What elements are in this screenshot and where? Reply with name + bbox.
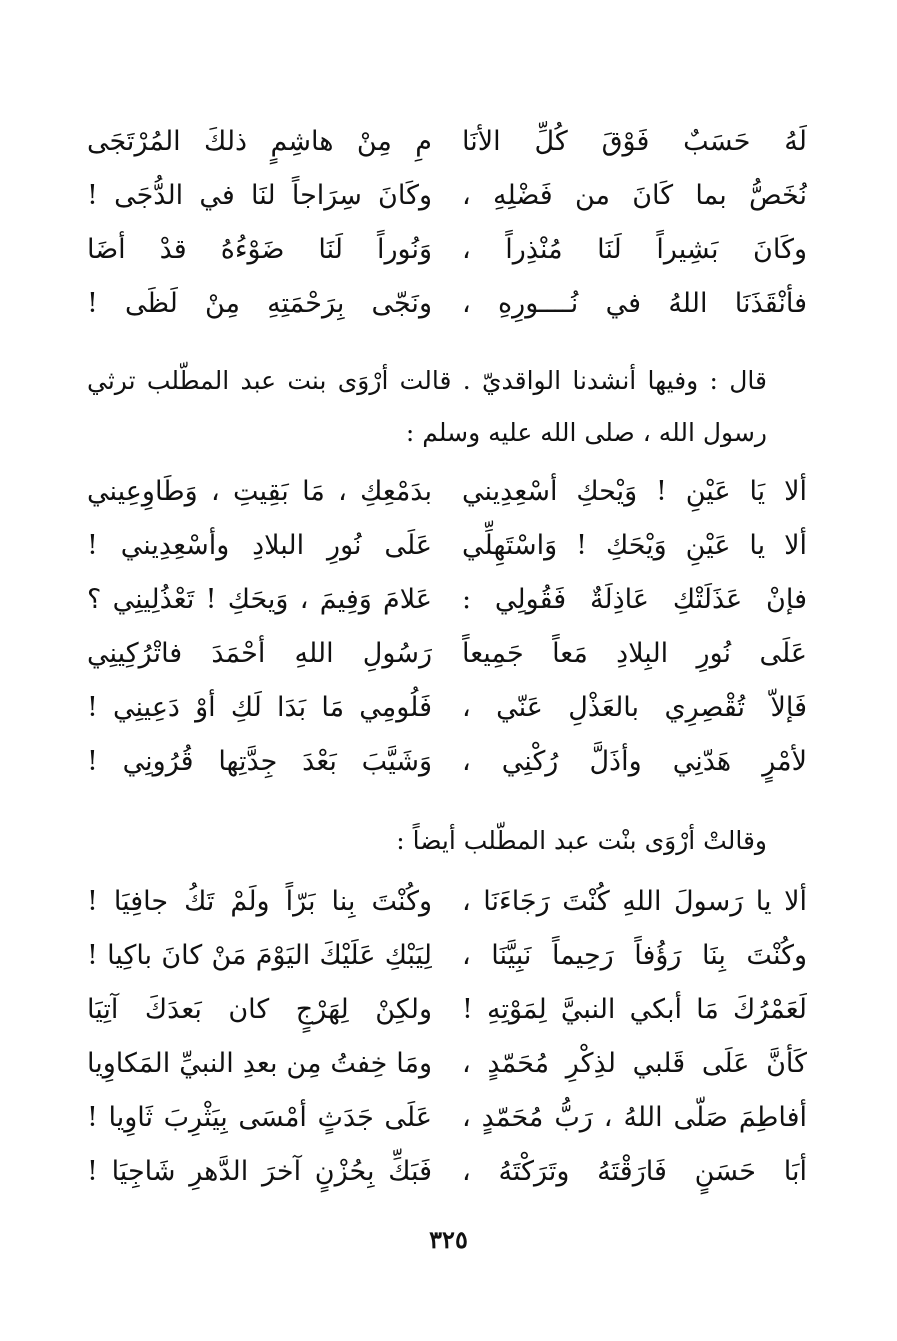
verse <box>87 115 807 169</box>
verse-second-hemistich: بدَمْعِكِ ، مَا بَقِيتِ ، وَطَاوِعِيني <box>87 476 432 507</box>
verse-second-hemistich: وكَانَ سِرَاجاً لنَا في الدُّجَى ! <box>87 180 432 211</box>
poem-stanza-2 <box>87 465 807 789</box>
poem-stanza-1 <box>87 115 807 331</box>
verse-second-hemistich: عَلامَ وَفِيمَ ، وَيحَكِ ! تَعْذُلِينِي ؟ <box>87 584 432 615</box>
verse-first-hemistich: وكُنْتَ بِنَا رَؤُفاً رَحِيماً نَبِيَّنَا ، <box>462 940 807 971</box>
verse-first-hemistich: ألا يا رَسولَ اللهِ كُنْتَ رَجَاءَنَا ، <box>462 886 807 917</box>
verse-first-hemistich: كَأنَّ عَلَى قَلبي لذِكْرِ مُحَمّدٍ ، <box>462 1048 807 1079</box>
verse-second-hemistich: مِ مِنْ هاشِمٍ ذلكَ المُرْتَجَى <box>87 126 432 157</box>
verse <box>87 983 807 1037</box>
verse-first-hemistich: لَهُ حَسَبٌ فَوْقَ كُلِّ الأنَا <box>462 126 807 157</box>
verse-second-hemistich: عَلَى نُورِ البلادِ وأسْعِدِيني ! <box>87 530 432 561</box>
verse-first-hemistich: لَعَمْرُكَ مَا أبكي النبيَّ لِمَوْتِهِ ! <box>462 994 807 1025</box>
verse-first-hemistich: فأنْقَذَنَا اللهُ في نُــــورِهِ ، <box>462 288 807 319</box>
verse <box>87 627 807 681</box>
verse <box>87 875 807 929</box>
verse <box>87 169 807 223</box>
verse-second-hemistich: فَلُومِي مَا بَدَا لَكِ أوْ دَعِينِي ! <box>87 692 432 723</box>
verse-first-hemistich: عَلَى نُورِ البِلادِ مَعاً جَمِيعاً <box>462 638 807 669</box>
verse-second-hemistich: ولكِنْ لِهَرْجٍ كان بَعدَكَ آتِيَا <box>87 994 432 1025</box>
verse <box>87 519 807 573</box>
verse-second-hemistich: ومَا خِفتُ مِن بعدِ النبيِّ المَكاوِيا <box>87 1048 432 1079</box>
prose-introduction-1 <box>87 355 807 459</box>
verse <box>87 223 807 277</box>
verse-second-hemistich: عَلَى جَدَثٍ أمْسَى بِيَثْرِبَ ثَاوِيا ! <box>87 1102 432 1133</box>
prose-text: وقالتْ أرْوَى بنْت عبد المطّلب أيضاً : <box>396 826 767 855</box>
verse <box>87 573 807 627</box>
verse <box>87 1037 807 1091</box>
verse <box>87 1145 807 1199</box>
verse-second-hemistich: وَنُوراً لَنَا ضَوْءُهُ قدْ أضَا <box>87 234 432 265</box>
verse <box>87 735 807 789</box>
verse-second-hemistich: فَبَكِّ بِحُزْنٍ آخرَ الدَّهرِ شَاجِيَا ! <box>87 1156 432 1187</box>
verse <box>87 277 807 331</box>
verse-first-hemistich: أفاطِمَ صَلّى اللهُ ، رَبُّ مُحَمّدٍ ، <box>462 1102 807 1133</box>
verse-second-hemistich: وَشَيَّبَ بَعْدَ جِدَّتِها قُرُونِي ! <box>87 746 432 777</box>
verse <box>87 929 807 983</box>
verse-first-hemistich: نُخَصُّ بما كَانَ من فَضْلِهِ ، <box>462 180 807 211</box>
verse-second-hemistich: ونَجّى بِرَحْمَتِهِ مِنْ لَظَى ! <box>87 288 432 319</box>
verse <box>87 681 807 735</box>
verse-first-hemistich: ألا يَا عَيْنِ ! وَيْحكِ أسْعِدِيني <box>462 476 807 507</box>
verse-second-hemistich: رَسُولِ اللهِ أحْمَدَ فاتْرُكِينِي <box>87 638 432 669</box>
verse <box>87 1091 807 1145</box>
verse-first-hemistich: أبَا حَسَنٍ فَارَقْتَهُ وتَرَكْتَهُ ، <box>462 1156 807 1187</box>
verse-first-hemistich: فَإلاّ تُقْصِرِي بالعَذْلِ عَنّي ، <box>462 692 807 723</box>
verse-first-hemistich: ألا يا عَيْنِ وَيْحَكِ ! وَاسْتَهِلِّي <box>462 530 807 561</box>
prose-introduction-2 <box>87 815 807 867</box>
verse-first-hemistich: لأمْرٍ هَدّنِي وأذَلَّ رُكْنِي ، <box>462 746 807 777</box>
verse-second-hemistich: وكُنْتَ بِنا بَرّاً ولَمْ تَكُ جافِيَا ! <box>87 886 432 917</box>
verse-first-hemistich: فإنْ عَذَلَتْكِ عَاذِلَةٌ فَقُولِي : <box>462 584 807 615</box>
poem-stanza-3 <box>87 875 807 1199</box>
prose-text: قال : وفيها أنشدنا الواقديّ . قالت أرْوَى بنت عبد المطّلب ترثي رسول الله ، صلى الله عليه وسلم : <box>87 366 767 447</box>
page-number: ٣٢٥ <box>429 1225 468 1254</box>
verse-first-hemistich: وكَانَ بَشِيراً لَنَا مُنْذِراً ، <box>462 234 807 265</box>
verse <box>87 465 807 519</box>
verse-second-hemistich: لِيَبْكِ عَلَيْكَ اليَوْمَ مَنْ كانَ باكِيا ! <box>87 940 432 971</box>
